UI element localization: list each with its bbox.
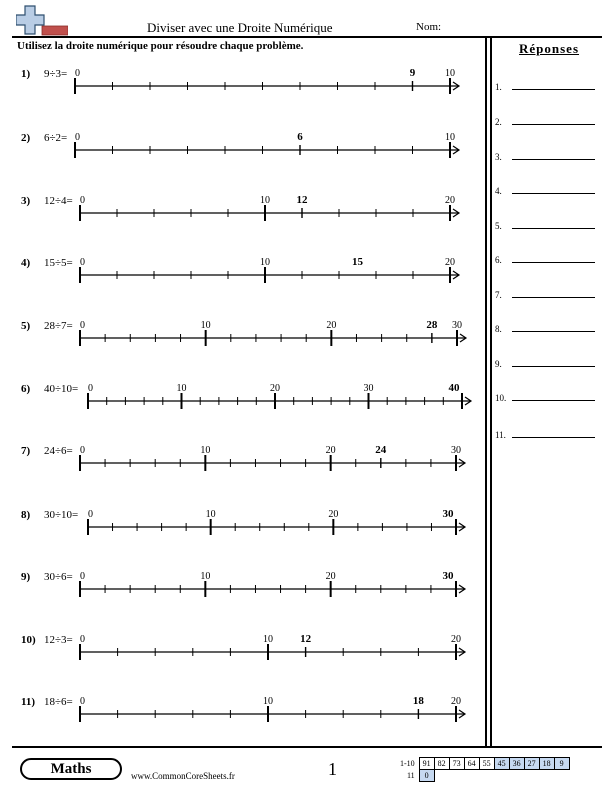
answer-row bbox=[495, 148, 595, 162]
answer-row bbox=[495, 389, 595, 403]
score-key-label: 11 bbox=[406, 770, 415, 780]
score-key-row bbox=[398, 770, 569, 782]
answer-blank[interactable] bbox=[512, 159, 595, 160]
tick-label: 10 bbox=[445, 132, 455, 143]
score-key-label: 1-10 bbox=[400, 758, 415, 768]
name-label: Nom: bbox=[416, 21, 442, 33]
problem-number: 4) bbox=[21, 257, 31, 269]
number-line bbox=[0, 692, 480, 728]
problem-expression: 6÷2= bbox=[44, 132, 68, 144]
problem-expression: 40÷10= bbox=[44, 383, 79, 395]
answer-blank[interactable] bbox=[512, 89, 595, 90]
problem-1 bbox=[0, 64, 480, 100]
problem-4 bbox=[0, 253, 480, 289]
number-line bbox=[0, 64, 480, 100]
answer-number: 8. bbox=[495, 324, 502, 334]
tick-label: 0 bbox=[75, 132, 80, 143]
answer-row bbox=[495, 426, 595, 440]
problem-expression: 12÷4= bbox=[44, 195, 73, 207]
logo-plus-icon bbox=[16, 4, 68, 36]
number-line bbox=[0, 441, 480, 477]
tick-label: 10 bbox=[445, 68, 455, 79]
tick-label: 20 bbox=[328, 509, 339, 520]
problem-10 bbox=[0, 630, 480, 666]
problem-2 bbox=[0, 128, 480, 164]
score-cell: 82 bbox=[434, 758, 449, 770]
tick-label: 0 bbox=[88, 383, 93, 394]
problem-number: 3) bbox=[21, 195, 31, 207]
problem-number: 2) bbox=[21, 132, 31, 144]
highlighted-value: 30 bbox=[442, 570, 454, 582]
problem-number: 1) bbox=[21, 68, 31, 80]
highlighted-value: 15 bbox=[352, 256, 363, 268]
problem-expression: 9÷3= bbox=[44, 68, 68, 80]
highlighted-value: 18 bbox=[412, 695, 424, 707]
problem-5 bbox=[0, 316, 480, 352]
tick-label: 20 bbox=[445, 257, 455, 268]
problem-6 bbox=[0, 379, 480, 415]
tick-label: 10 bbox=[176, 383, 187, 394]
answer-blank[interactable] bbox=[512, 331, 595, 332]
score-cell: 9 bbox=[554, 758, 569, 770]
answer-row bbox=[495, 217, 595, 231]
number-line bbox=[0, 505, 480, 541]
score-cell: 55 bbox=[479, 758, 494, 770]
answer-number: 5. bbox=[495, 221, 502, 231]
answer-number: 1. bbox=[495, 82, 502, 92]
tick-label: 10 bbox=[200, 445, 211, 456]
score-cell: 36 bbox=[509, 758, 524, 770]
score-cell: 91 bbox=[419, 758, 434, 770]
tick-label: 10 bbox=[263, 634, 273, 645]
footer-rule bbox=[12, 746, 602, 748]
tick-label: 0 bbox=[75, 68, 80, 79]
highlighted-value: 24 bbox=[375, 444, 387, 456]
answer-row bbox=[495, 113, 595, 127]
tick-label: 30 bbox=[452, 320, 462, 331]
answer-blank[interactable] bbox=[512, 400, 595, 401]
answer-number: 9. bbox=[495, 359, 502, 369]
tick-label: 0 bbox=[80, 571, 85, 582]
tick-label: 10 bbox=[260, 257, 270, 268]
score-cell: 18 bbox=[539, 758, 554, 770]
answer-number: 7. bbox=[495, 290, 502, 300]
answer-blank[interactable] bbox=[512, 193, 595, 194]
number-line bbox=[0, 253, 480, 289]
number-line bbox=[0, 379, 480, 415]
problem-number: 9) bbox=[21, 571, 31, 583]
instructions: Utilisez la droite numérique pour résoudre chaque problème. bbox=[17, 40, 304, 52]
highlighted-value: 12 bbox=[296, 194, 308, 206]
score-cell: 73 bbox=[449, 758, 464, 770]
problem-8 bbox=[0, 505, 480, 541]
problem-expression: 28÷7= bbox=[44, 320, 73, 332]
tick-label: 0 bbox=[88, 509, 93, 520]
problem-9 bbox=[0, 567, 480, 603]
answer-blank[interactable] bbox=[512, 124, 595, 125]
answers-title: Réponses bbox=[519, 41, 580, 56]
answer-number: 6. bbox=[495, 255, 502, 265]
problem-number: 10) bbox=[21, 634, 36, 646]
answer-blank[interactable] bbox=[512, 366, 595, 367]
answer-number: 2. bbox=[495, 117, 502, 127]
tick-label: 10 bbox=[205, 509, 216, 520]
worksheet-title: Diviser avec une Droite Numérique bbox=[147, 20, 333, 35]
number-line bbox=[0, 630, 480, 666]
tick-label: 20 bbox=[270, 383, 280, 394]
tick-label: 10 bbox=[260, 195, 270, 206]
number-line bbox=[0, 316, 480, 352]
highlighted-value: 30 bbox=[442, 508, 454, 520]
tick-label: 20 bbox=[445, 195, 455, 206]
problem-3 bbox=[0, 191, 480, 227]
problem-number: 8) bbox=[21, 509, 31, 521]
answer-row bbox=[495, 182, 595, 196]
problem-11 bbox=[0, 692, 480, 728]
highlighted-value: 9 bbox=[409, 67, 416, 79]
answer-number: 10. bbox=[495, 393, 507, 403]
tick-label: 10 bbox=[200, 320, 211, 331]
problem-number: 11) bbox=[21, 696, 36, 708]
score-cell: 45 bbox=[494, 758, 509, 770]
answer-row bbox=[495, 286, 595, 300]
column-divider-left bbox=[485, 37, 487, 747]
problem-number: 6) bbox=[21, 383, 31, 395]
answer-number: 3. bbox=[495, 152, 502, 162]
answer-row bbox=[495, 78, 595, 92]
problem-number: 5) bbox=[21, 320, 31, 332]
problem-expression: 12÷3= bbox=[44, 634, 73, 646]
tick-label: 0 bbox=[80, 195, 85, 206]
answer-row bbox=[495, 320, 595, 334]
score-key bbox=[398, 757, 570, 782]
score-cell: 0 bbox=[419, 770, 434, 782]
tick-label: 20 bbox=[326, 320, 337, 331]
tick-label: 0 bbox=[80, 257, 85, 268]
problem-expression: 15÷5= bbox=[44, 257, 73, 269]
header-rule bbox=[12, 36, 602, 38]
subject-badge: Maths bbox=[20, 758, 122, 780]
score-cell: 64 bbox=[464, 758, 479, 770]
number-line bbox=[0, 128, 480, 164]
highlighted-value: 12 bbox=[300, 633, 312, 645]
answer-blank[interactable] bbox=[512, 228, 595, 229]
tick-label: 30 bbox=[451, 445, 461, 456]
highlighted-value: 28 bbox=[426, 319, 438, 331]
answer-blank[interactable] bbox=[512, 437, 595, 438]
answer-row bbox=[495, 355, 595, 369]
tick-label: 20 bbox=[451, 634, 461, 645]
tick-label: 0 bbox=[80, 634, 85, 645]
page-number: 1 bbox=[328, 759, 337, 779]
tick-label: 0 bbox=[80, 696, 85, 707]
tick-label: 20 bbox=[325, 571, 336, 582]
tick-label: 30 bbox=[363, 383, 374, 394]
score-cell: 27 bbox=[524, 758, 539, 770]
problem-expression: 30÷6= bbox=[44, 571, 73, 583]
answer-number: 11. bbox=[495, 430, 506, 440]
tick-label: 10 bbox=[263, 696, 273, 707]
problem-expression: 18÷6= bbox=[44, 696, 73, 708]
column-divider-right bbox=[490, 37, 492, 747]
answer-number: 4. bbox=[495, 186, 502, 196]
tick-label: 20 bbox=[325, 445, 336, 456]
problem-expression: 30÷10= bbox=[44, 509, 79, 521]
tick-label: 0 bbox=[80, 320, 85, 331]
tick-label: 10 bbox=[200, 571, 211, 582]
answer-blank[interactable] bbox=[512, 262, 595, 263]
answer-blank[interactable] bbox=[512, 297, 595, 298]
tick-label: 0 bbox=[80, 445, 85, 456]
highlighted-value: 6 bbox=[297, 131, 303, 143]
tick-label: 20 bbox=[451, 696, 461, 707]
number-line bbox=[0, 191, 480, 227]
answer-row bbox=[495, 251, 595, 265]
problem-expression: 24÷6= bbox=[44, 445, 73, 457]
score-key-row bbox=[398, 758, 569, 770]
number-line bbox=[0, 567, 480, 603]
highlighted-value: 40 bbox=[448, 382, 460, 394]
site-url: www.CommonCoreSheets.fr bbox=[131, 771, 235, 781]
problem-7 bbox=[0, 441, 480, 477]
problem-number: 7) bbox=[21, 445, 31, 457]
